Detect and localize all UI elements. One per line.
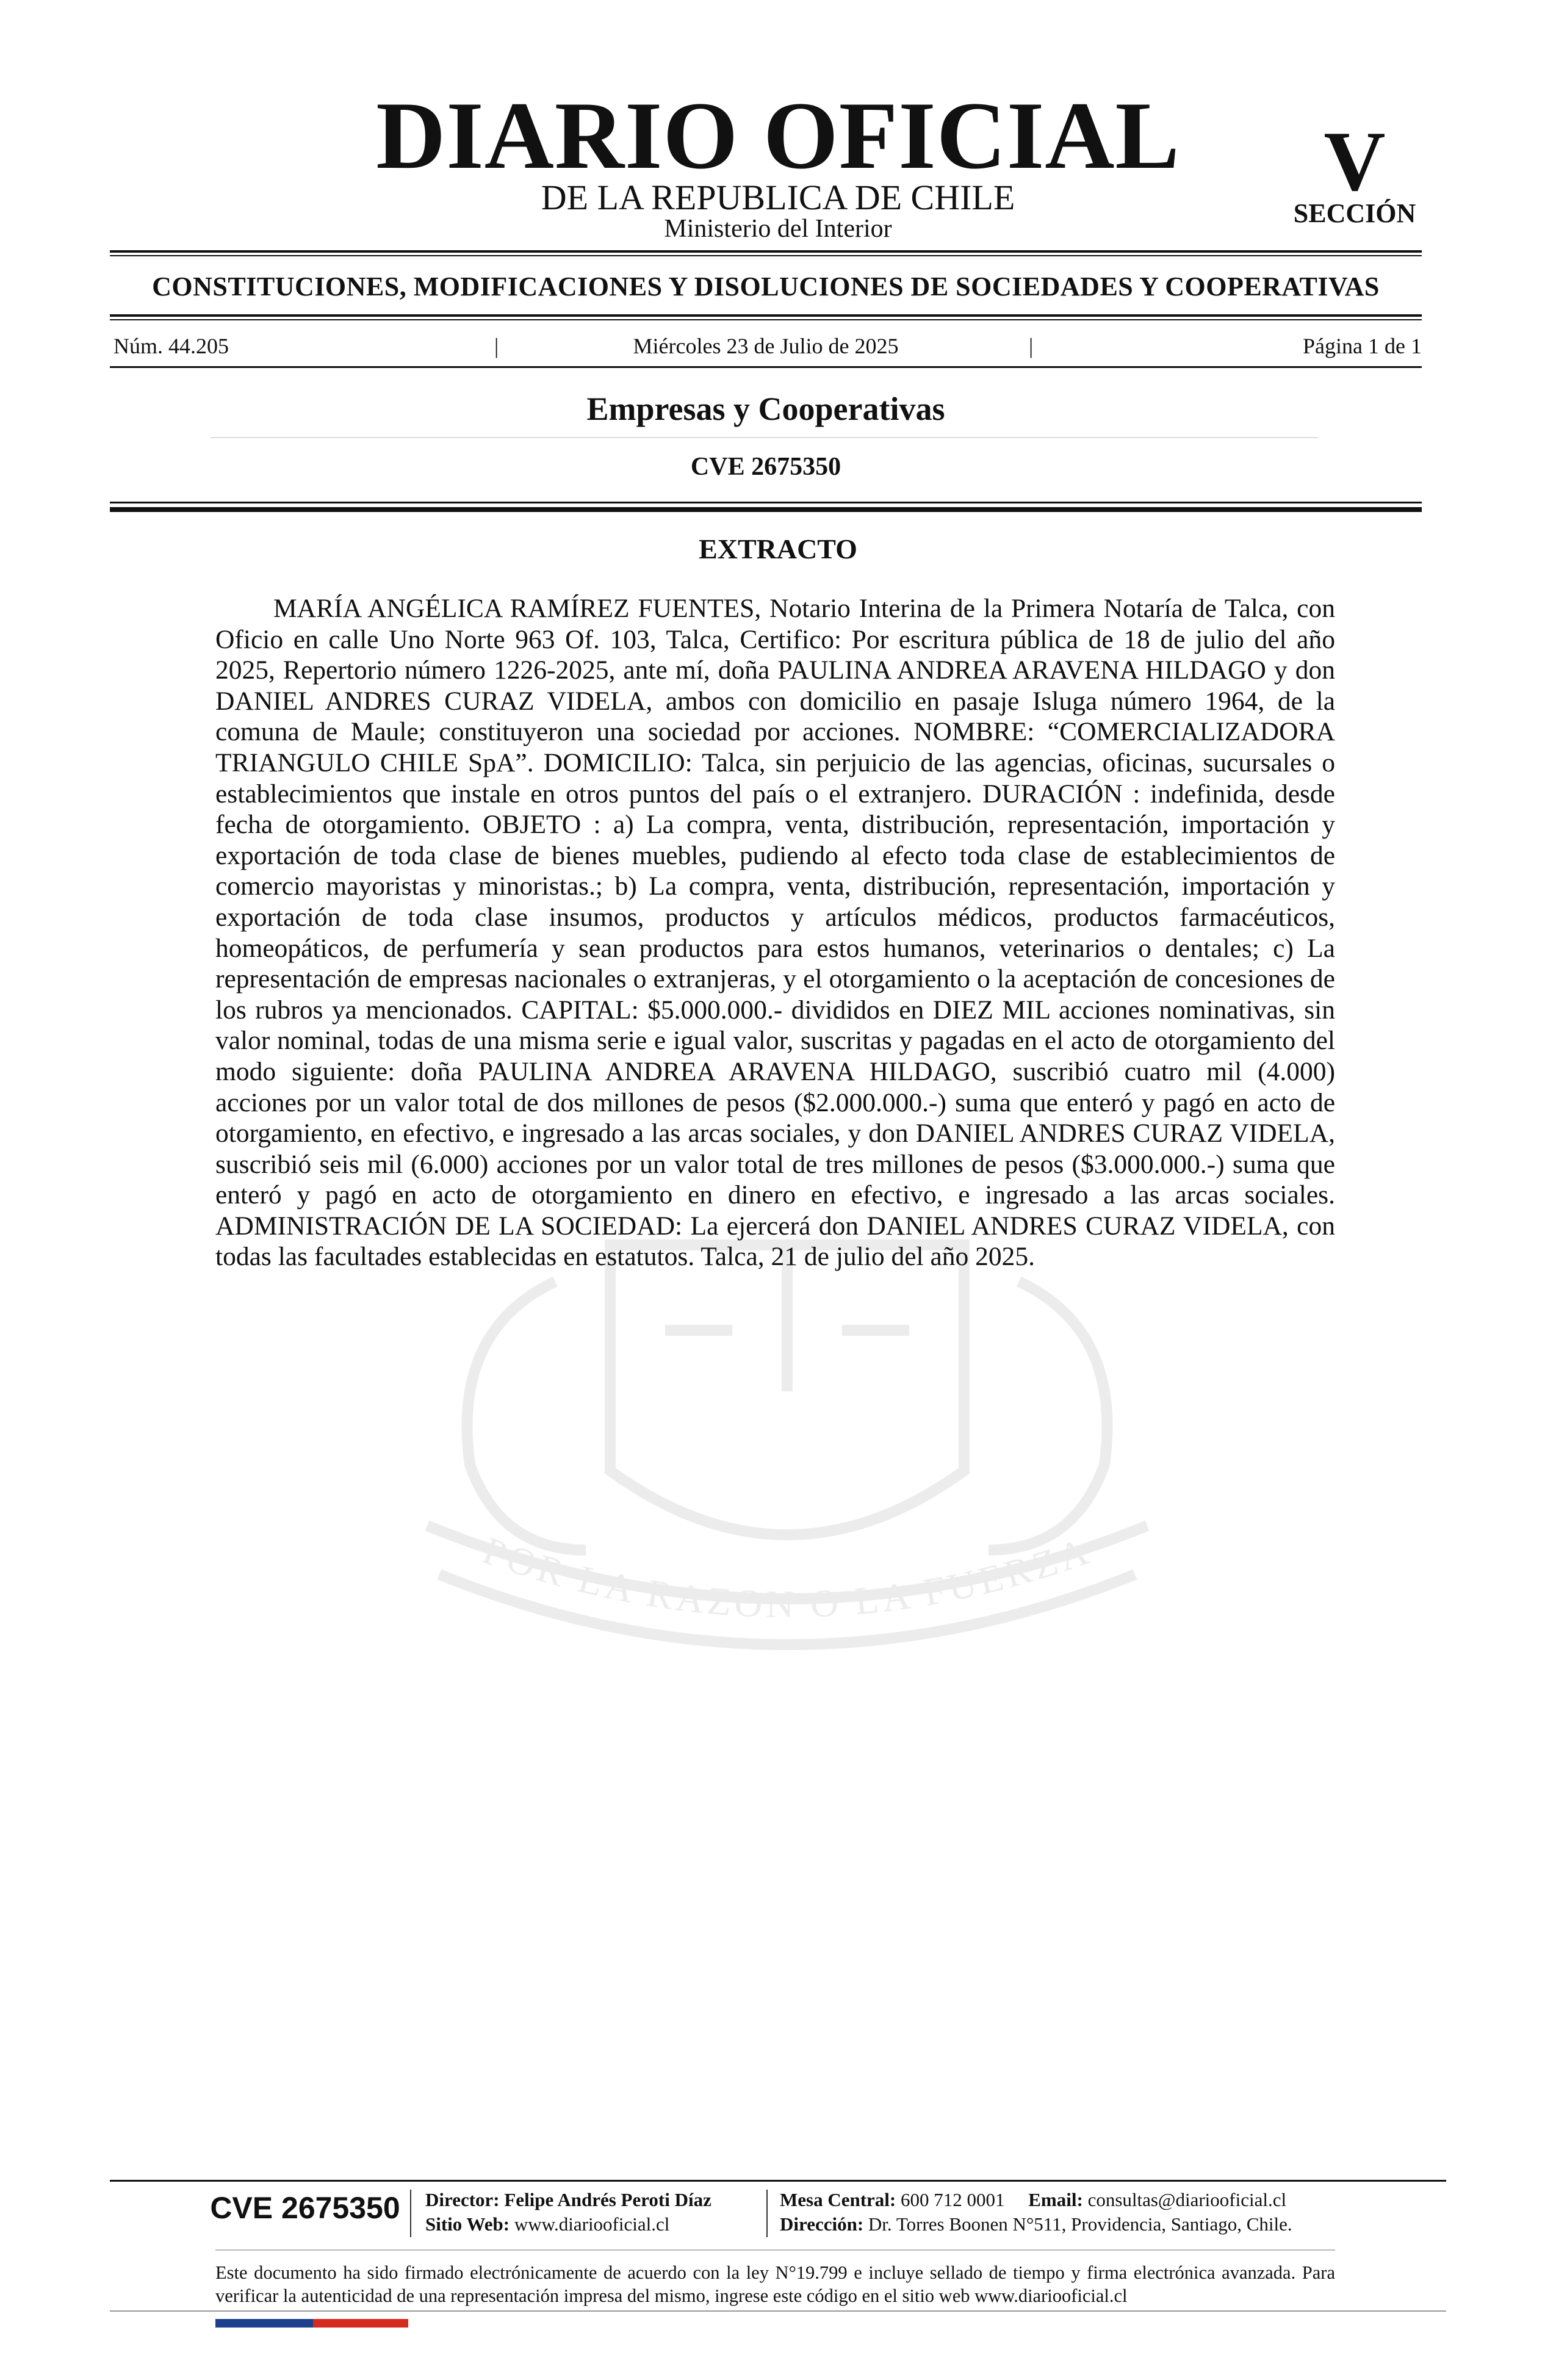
motto-text: POR LA RAZON O LA FUERZA	[477, 1528, 1097, 1626]
footer-rule-mid	[215, 2249, 1335, 2251]
cve-code: CVE 2675350	[690, 453, 841, 481]
footer-divider	[410, 2190, 411, 2237]
footer-director	[425, 2188, 711, 2212]
footer-cve-code: CVE 2675350	[210, 2191, 400, 2225]
website-label: Sitio Web:	[425, 2213, 510, 2235]
extracto-body: MARÍA ANGÉLICA RAMÍREZ FUENTES, Notario Interina de la Primera Notaría de Talca, con Oficio en calle Uno Norte 963 Of. 103, Talca, Certifico: Por escritura pública de 18 de julio del año 2025, Repertorio número 1226-2025, ante mí, doña PAULINA ANDREA ARAVENA HILDAGO y don DANIEL ANDRES CURAZ VIDELA, ambos con domicilio en pasaje Isluga número 1964, de la comuna de Maule; constituyeron una sociedad por acciones. NOMBRE: “COMERCIALIZADORA TRIANGULO CHILE SpA”. DOMICILIO: Talca, sin perjuicio de las agencias, oficinas, sucursales o establecimientos que instale en otros puntos del país o el extranjero. DURACIÓN : indefinida, desde fecha de otorgamiento. OBJETO : a) La compra, venta, distribución, representación, importación y exportación de toda clase de bienes muebles, pudiendo al efecto toda clase de establecimientos de comercio mayoristas y minoristas.; b) La compra, venta, distribución, representación, importación y exportación de toda clase insumos, productos y artículos médicos, productos farmacéuticos, homeopáticos, de perfumería y sean productos para estos humanos, veterinarios o dentales; c) La representación de empresas nacionales o extranjeras, y el otorgamiento o la aceptación de concesiones de los rubros ya mencionados. CAPITAL: $5.000.000.- divididos en DIEZ MIL acciones nominativas, sin valor nominal, todas de una misma serie e igual valor, suscritas y pagadas en el acto de otorgamiento del modo siguiente: doña PAULINA ANDREA ARAVENA HILDAGO, suscribió cuatro mil (4.000) acciones por un valor total de dos millones de pesos ($2.000.000.-) suma que enteró y pagó en acto de otorgamiento, en efectivo, e ingresado a las arcas sociales, y don DANIEL ANDRES CURAZ VIDELA, suscribió seis mil (6.000) acciones por un valor total de tres millones de pesos ($3.000.000.-) suma que enteró y pagó en acto de otorgamiento en dinero en efectivo, e ingresado a las arcas sociales. ADMINISTRACIÓN DE LA SOCIEDAD: La ejercerá don DANIEL ANDRES CURAZ VIDELA, con todas las facultades establecidas en estatutos. Talca, 21 de julio del año 2025.	[215, 594, 1335, 1272]
body-rule-thin	[110, 502, 1422, 503]
section-letter: V	[1324, 114, 1386, 209]
issue-number: Núm. 44.205	[113, 334, 229, 358]
footer-divider	[766, 2190, 768, 2237]
category-heading: Empresas y Cooperativas	[586, 391, 945, 427]
meta-separator: |	[1029, 334, 1034, 358]
phone-label: Mesa Central:	[780, 2189, 896, 2210]
masthead-title: DIARIO OFICIAL	[376, 82, 1180, 189]
meta-rule	[110, 366, 1422, 368]
footer-rule-bottom	[110, 2310, 1446, 2312]
header-rule-top	[110, 250, 1422, 253]
footer-address	[780, 2212, 1292, 2237]
extracto-title: EXTRACTO	[699, 533, 857, 564]
address-label: Dirección:	[780, 2213, 864, 2235]
director-label: Director:	[425, 2189, 500, 2210]
section-label: SECCIÓN	[1293, 198, 1416, 228]
footer-website	[425, 2212, 669, 2237]
banner-rule-bottom-thin	[110, 319, 1422, 320]
ministry-label: Ministerio del Interior	[664, 215, 892, 243]
page-indicator: Página 1 de 1	[1303, 334, 1422, 358]
meta-separator: |	[494, 334, 499, 358]
banner-rule-bottom	[110, 314, 1422, 317]
masthead-subtitle: DE LA REPUBLICA DE CHILE	[541, 178, 1015, 217]
header-rule-top-thin	[110, 255, 1422, 256]
body-rule-thick	[110, 507, 1422, 512]
email-label: Email:	[1028, 2189, 1083, 2210]
flag-stripe-blue	[215, 2319, 313, 2328]
category-underline	[211, 437, 1318, 438]
email-link[interactable]: consultas@diariooficial.cl	[1087, 2189, 1287, 2210]
section-banner: CONSTITUCIONES, MODIFICACIONES Y DISOLUCIONES DE SOCIEDADES Y COOPERATIVAS	[152, 272, 1380, 301]
issue-date: Miércoles 23 de Julio de 2025	[633, 334, 899, 358]
footer-legal-notice: Este documento ha sido firmado electrónicamente de acuerdo con la ley N°19.799 e incluye sellado de tiempo y firma electrónica avanzada. Para verificar la autenticidad de una representación impresa del mismo, ingrese este código en el sitio web www.diariooficial.cl	[215, 2262, 1335, 2306]
address-value: Dr. Torres Boonen N°511, Providencia, Santiago, Chile.	[868, 2213, 1292, 2235]
footer-rule-top	[110, 2180, 1446, 2182]
coat-of-arms-watermark	[268, 1208, 1306, 1697]
svg-text:POR LA RAZON O LA FUERZA	[477, 1528, 1097, 1626]
flag-stripe-red	[313, 2319, 408, 2328]
website-link[interactable]: www.diariooficial.cl	[514, 2213, 670, 2235]
phone-value: 600 712 0001	[901, 2189, 1005, 2210]
footer-contact	[780, 2188, 1286, 2212]
director-name: Felipe Andrés Peroti Díaz	[504, 2189, 711, 2210]
